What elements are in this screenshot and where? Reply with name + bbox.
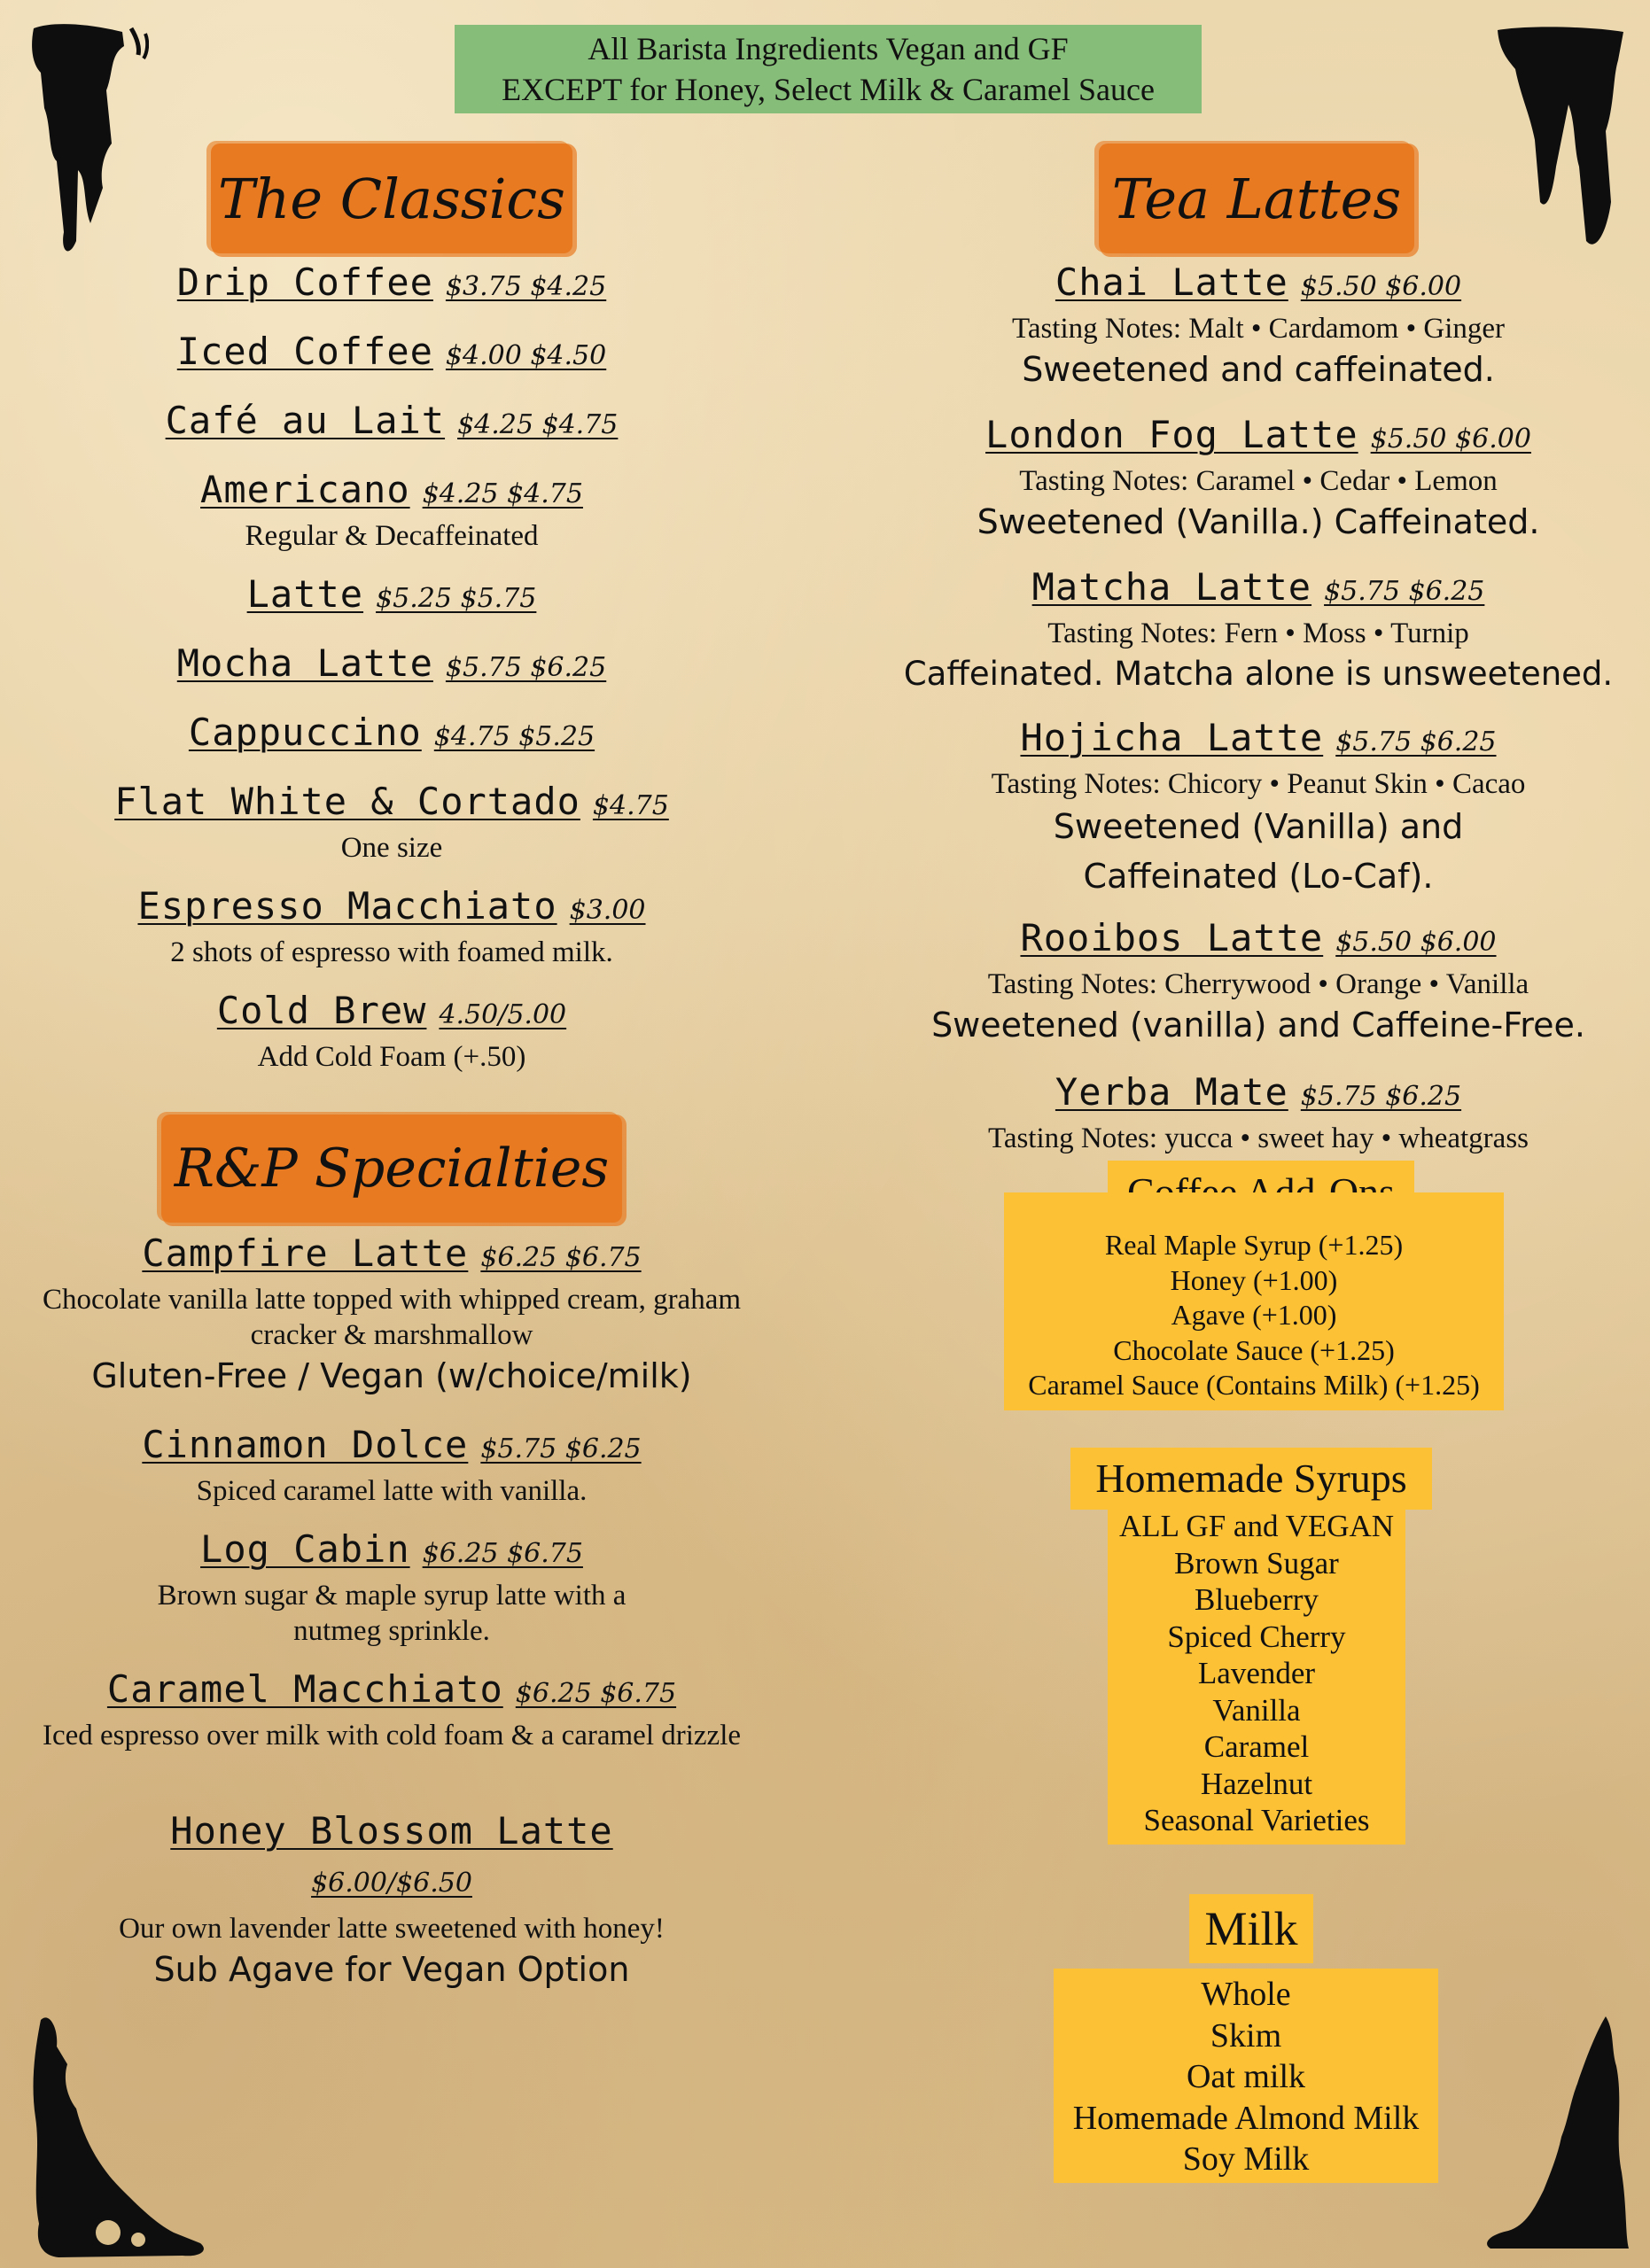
item-price: $5.75 $6.25 (1324, 576, 1485, 607)
specialties-heading (165, 1118, 619, 1219)
item-name: Matcha Latte (1031, 565, 1312, 609)
syrups-title-box (1070, 1448, 1432, 1510)
menu-item-hojicha-latte (886, 714, 1631, 901)
drip-decoration-bottom-left-icon (23, 2011, 218, 2259)
menu-item-chai-latte (886, 259, 1631, 392)
item-description: Iced espresso over milk with cold foam & a caramel drizzle (42, 1720, 742, 1751)
menu-item-latte (0, 571, 783, 623)
tea-lattes-heading (1102, 147, 1411, 250)
drip-decoration-top-left-icon (25, 19, 149, 259)
item-description: 2 shots of espresso with foamed milk. (170, 936, 613, 968)
menu-item-rooibos-latte (886, 914, 1631, 1048)
item-name: Log Cabin (200, 1527, 410, 1571)
item-name: Latte (246, 572, 364, 616)
item-price: $5.50 $6.00 (1300, 271, 1462, 302)
syrup-item: Lavender (1197, 1656, 1316, 1690)
item-description: Brown sugar & maple syrup latte with a nutmeg sprinkle. (157, 1580, 627, 1647)
item-description: Regular & Decaffeinated (245, 520, 539, 552)
item-description: Add Cold Foam (+.50) (257, 1041, 526, 1073)
item-price: $4.75 (592, 790, 669, 821)
item-price: $5.75 $6.25 (445, 652, 607, 683)
item-name: Yerba Mate (1055, 1070, 1288, 1114)
item-description: Chocolate vanilla latte topped with whipped cream, graham cracker & marshmallow (42, 1284, 742, 1351)
syrups-list (1108, 1506, 1405, 1845)
addon-item: Agave (+1.00) (1171, 1299, 1337, 1331)
addon-item: Real Maple Syrup (+1.25) (1104, 1229, 1404, 1261)
item-tasting-notes: Tasting Notes: yucca • sweet hay • wheatgrass (987, 1122, 1529, 1154)
specialties-title: R&P Specialties (174, 1138, 610, 1200)
menu-item-matcha-latte (886, 563, 1631, 697)
item-price: 4.50/5.00 (439, 999, 567, 1030)
item-price: $6.25 $6.75 (515, 1678, 677, 1709)
item-name: Campfire Latte (142, 1231, 469, 1275)
menu-item-log-cabin (0, 1526, 783, 1649)
item-description: Our own lavender latte sweetened with honey! (119, 1913, 665, 1945)
menu-item-cappuccino (0, 709, 783, 761)
item-price: $5.25 $5.75 (376, 583, 537, 614)
item-price: $3.00 (569, 895, 646, 926)
syrup-item: Seasonal Varieties (1143, 1803, 1370, 1837)
menu-item-yerba-mate (886, 1068, 1631, 1156)
milk-item: Soy Milk (1182, 2140, 1310, 2178)
item-name: London Fog Latte (985, 413, 1358, 456)
drip-decoration-bottom-right-icon (1473, 2013, 1632, 2252)
item-price: $5.50 $6.00 (1370, 423, 1531, 454)
addon-item: Chocolate Sauce (+1.25) (1113, 1333, 1395, 1366)
allergen-banner (455, 25, 1202, 113)
milk-item: Homemade Almond Milk (1072, 2099, 1420, 2137)
item-dietary-note: Gluten-Free / Vegan (w/choice/milk) (91, 1356, 692, 1395)
item-name: Iced Coffee (176, 330, 433, 373)
item-name: Americano (200, 468, 410, 511)
menu-item-campfire-latte (0, 1230, 783, 1399)
item-name: Espresso Macchiato (137, 884, 557, 928)
item-description: One size (340, 832, 443, 864)
classics-title: The Classics (218, 166, 565, 231)
item-name: Rooibos Latte (1020, 916, 1324, 959)
syrup-item: Hazelnut (1200, 1766, 1313, 1801)
menu-item-cinnamon-dolce (0, 1421, 783, 1509)
milk-title-box (1189, 1894, 1313, 1963)
item-price: $4.25 $4.75 (422, 478, 583, 509)
item-name: Cappuccino (188, 711, 422, 754)
item-name: Cinnamon Dolce (142, 1423, 469, 1466)
item-name: Chai Latte (1055, 260, 1288, 304)
menu-item-flat-white-cortado (0, 778, 783, 866)
menu-item-americano (0, 466, 783, 554)
milk-title: Milk (1204, 1902, 1298, 1955)
item-price: $6.00/$6.50 (311, 1868, 472, 1899)
addon-item: Caramel Sauce (Contains Milk) (+1.25) (1028, 1369, 1480, 1401)
menu-item-caramel-macchiato (0, 1666, 783, 1753)
item-price: $5.75 $6.25 (1300, 1081, 1462, 1112)
item-name: Flat White & Cortado (114, 780, 580, 823)
item-dietary-note: Sub Agave for Vegan Option (153, 1950, 630, 1989)
syrup-item: Caramel (1203, 1729, 1310, 1764)
item-price: $5.75 $6.25 (480, 1433, 642, 1464)
syrup-item: Blueberry (1195, 1582, 1319, 1617)
allergen-banner-line-1: All Barista Ingredients Vegan and GF (588, 31, 1069, 66)
item-price: $6.25 $6.75 (422, 1538, 583, 1569)
classics-heading (214, 147, 569, 250)
menu-item-cold-brew (0, 987, 783, 1075)
item-name: Caramel Macchiato (106, 1667, 503, 1711)
syrup-item: Vanilla (1212, 1692, 1301, 1728)
milk-item: Oat milk (1186, 2058, 1306, 2095)
syrups-title: Homemade Syrups (1095, 1456, 1407, 1501)
milk-list (1054, 1969, 1438, 2183)
item-info: Caffeinated. Matcha alone is unsweetened. (903, 655, 1614, 693)
menu-item-london-fog-latte (886, 411, 1631, 545)
item-info: Sweetened (Vanilla) and Caffeinated (Lo-Caf). (1053, 807, 1464, 896)
item-name: Hojicha Latte (1020, 716, 1324, 759)
addons-list (1004, 1192, 1504, 1410)
milk-item: Skim (1210, 2016, 1282, 2054)
item-price: $5.50 $6.00 (1335, 927, 1497, 958)
item-price: $6.25 $6.75 (480, 1242, 642, 1273)
item-price: $3.75 $4.25 (445, 271, 607, 302)
item-name: Mocha Latte (176, 641, 433, 685)
item-info: Sweetened (Vanilla.) Caffeinated. (977, 502, 1540, 541)
item-name: Café au Lait (165, 399, 446, 442)
item-info: Sweetened and caffeinated. (1022, 350, 1495, 389)
menu-item-espresso-macchiato (0, 882, 783, 970)
menu-item-drip-coffee (0, 259, 783, 311)
menu-item-honey-blossom-latte (0, 1807, 783, 1992)
item-tasting-notes: Tasting Notes: Cherrywood • Orange • Vanilla (987, 968, 1529, 1000)
item-tasting-notes: Tasting Notes: Fern • Moss • Turnip (1047, 617, 1469, 649)
item-price: $4.25 $4.75 (457, 409, 619, 440)
item-name: Cold Brew (216, 989, 427, 1032)
item-description: Spiced caramel latte with vanilla. (196, 1475, 588, 1507)
item-price: $4.75 $5.25 (433, 721, 595, 752)
syrup-item: ALL GF and VEGAN (1118, 1509, 1395, 1543)
menu-item-cafe-au-lait (0, 397, 783, 449)
syrup-item: Spiced Cherry (1167, 1619, 1346, 1654)
addon-item: Honey (+1.00) (1170, 1263, 1338, 1296)
item-info: Sweetened (vanilla) and Caffeine-Free. (931, 1006, 1585, 1045)
menu-item-iced-coffee (0, 328, 783, 380)
item-price: $5.75 $6.25 (1335, 726, 1497, 757)
syrup-item: Brown Sugar (1174, 1545, 1339, 1581)
item-tasting-notes: Tasting Notes: Malt • Cardamom • Ginger (1011, 313, 1506, 345)
item-tasting-notes: Tasting Notes: Chicory • Peanut Skin • Cacao (991, 768, 1526, 800)
menu-item-mocha-latte (0, 640, 783, 692)
item-name: Drip Coffee (176, 260, 433, 304)
item-name: Honey Blossom Latte (170, 1809, 613, 1852)
allergen-banner-line-2: EXCEPT for Honey, Select Milk & Caramel Sauce (502, 72, 1155, 107)
milk-item: Whole (1201, 1976, 1291, 2013)
item-price: $4.00 $4.50 (445, 340, 607, 371)
tea-lattes-title: Tea Lattes (1111, 166, 1402, 231)
drip-decoration-top-right-icon (1494, 25, 1627, 255)
item-tasting-notes: Tasting Notes: Caramel • Cedar • Lemon (1019, 465, 1498, 497)
